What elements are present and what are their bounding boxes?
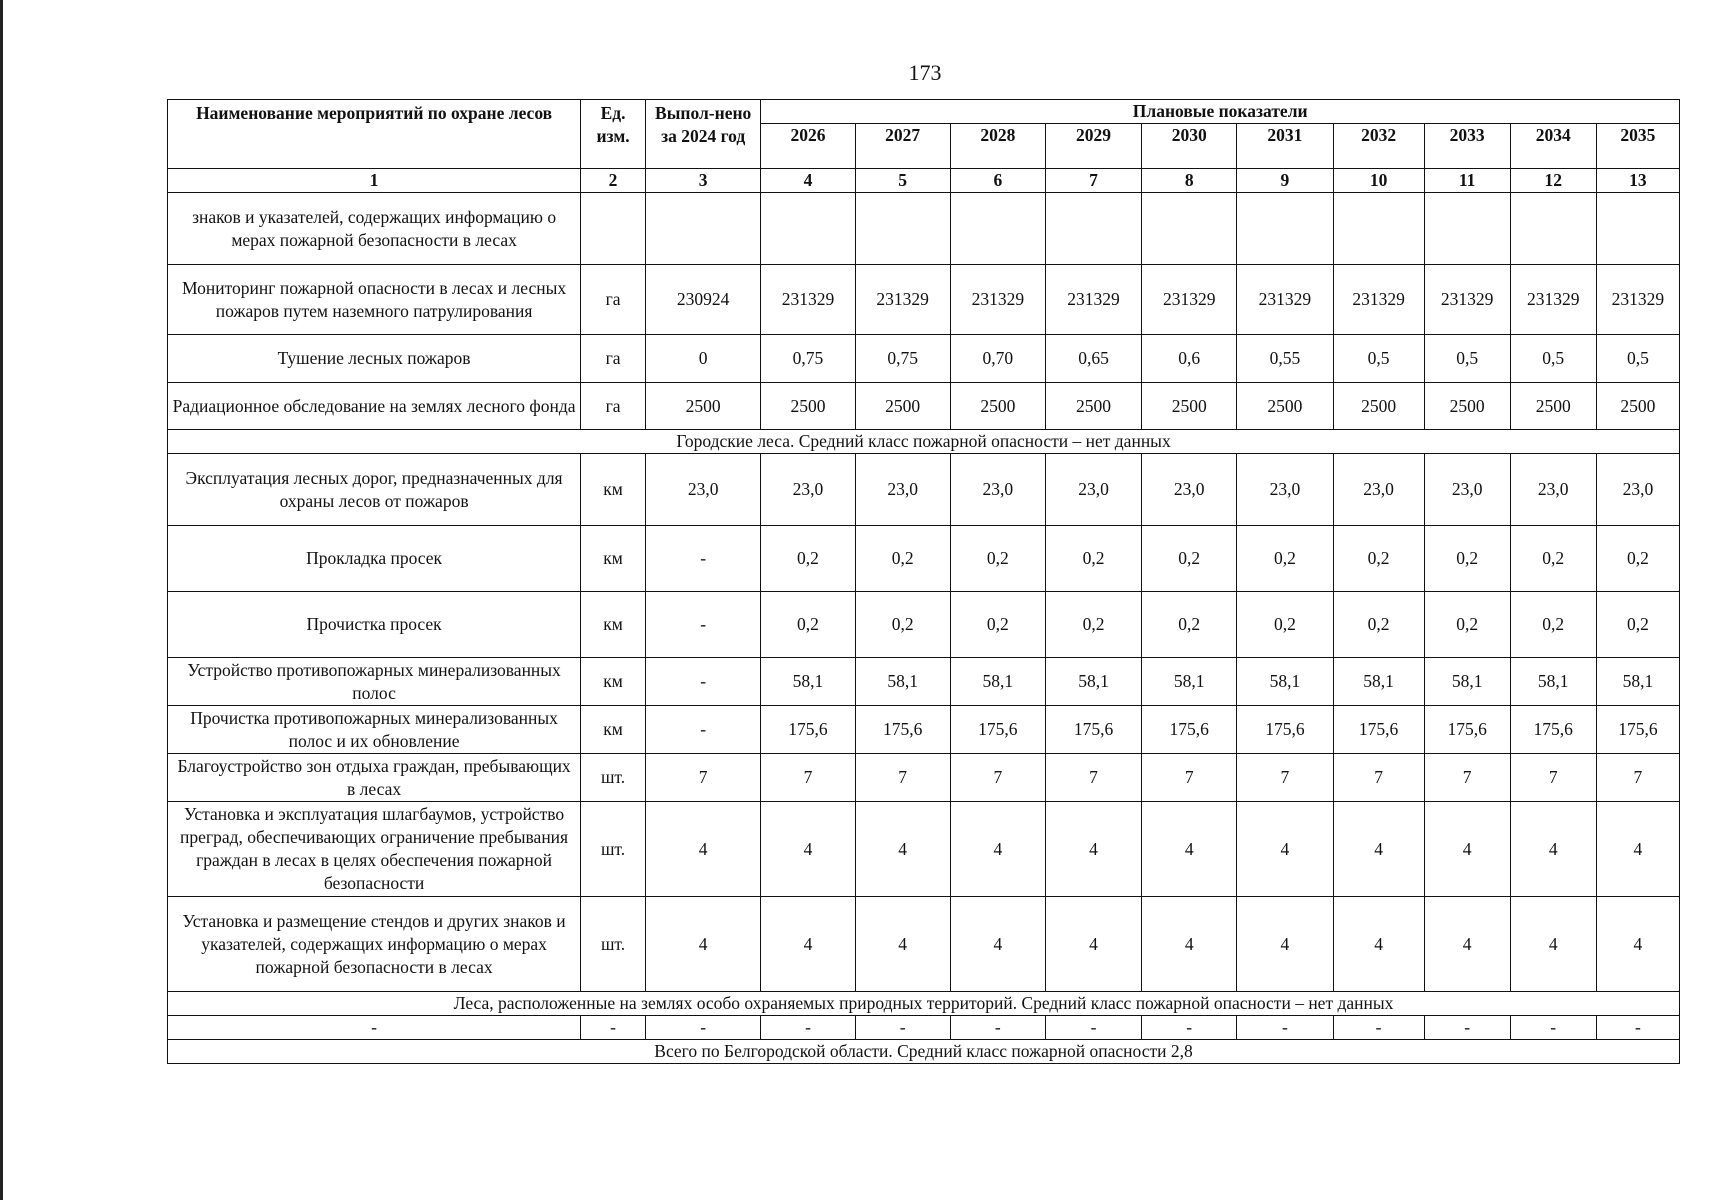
table-row bbox=[168, 754, 1680, 802]
year-value-cell: 23,0 bbox=[1333, 454, 1424, 526]
activity-name: Устройство противопожарных минерализованных полос bbox=[168, 658, 581, 706]
year-value-cell: 7 bbox=[1142, 754, 1237, 802]
year-value-cell: 0,75 bbox=[761, 335, 855, 383]
year-value-cell bbox=[1333, 193, 1424, 265]
unit-cell: км bbox=[581, 658, 646, 706]
unit-cell: га bbox=[581, 383, 646, 430]
year-value-cell: 58,1 bbox=[950, 658, 1045, 706]
year-value-cell: 4 bbox=[761, 802, 855, 897]
unit-cell: - bbox=[581, 1016, 646, 1040]
year-value-cell: 23,0 bbox=[1424, 454, 1510, 526]
section-title: Городские леса. Средний класс пожарной опасности – нет данных bbox=[168, 430, 1680, 454]
year-value-cell: 23,0 bbox=[950, 454, 1045, 526]
year-value-cell: 4 bbox=[1510, 802, 1596, 897]
header-activity-name: Наименование мероприятий по охране лесов bbox=[168, 100, 581, 169]
done-2024-cell: - bbox=[645, 526, 760, 592]
year-value-cell: 0,2 bbox=[1237, 526, 1333, 592]
year-value-cell: 23,0 bbox=[855, 454, 950, 526]
column-number: 4 bbox=[761, 169, 855, 193]
year-value-cell: 2500 bbox=[1045, 383, 1141, 430]
year-value-cell: 0,2 bbox=[1142, 592, 1237, 658]
year-value-cell: 0,2 bbox=[1424, 592, 1510, 658]
unit-cell: шт. bbox=[581, 897, 646, 992]
year-value-cell: 0,2 bbox=[1510, 526, 1596, 592]
done-2024-cell: 7 bbox=[645, 754, 760, 802]
activity-name: Мониторинг пожарной опасности в лесах и лесных пожаров путем наземного патрулирования bbox=[168, 265, 581, 335]
done-2024-cell: 4 bbox=[645, 897, 760, 992]
activity-name: Тушение лесных пожаров bbox=[168, 335, 581, 383]
year-value-cell: 0,2 bbox=[761, 526, 855, 592]
year-value-cell: 0,5 bbox=[1424, 335, 1510, 383]
column-number: 8 bbox=[1142, 169, 1237, 193]
year-value-cell: 0,2 bbox=[950, 526, 1045, 592]
header-year: 2034 bbox=[1510, 124, 1596, 169]
year-value-cell: 7 bbox=[761, 754, 855, 802]
year-value-cell: 4 bbox=[1237, 897, 1333, 992]
table-row bbox=[168, 526, 1680, 592]
section-row bbox=[168, 992, 1680, 1016]
table-row bbox=[168, 1016, 1680, 1040]
year-value-cell: 0,5 bbox=[1333, 335, 1424, 383]
year-value-cell: 0,2 bbox=[855, 592, 950, 658]
year-value-cell bbox=[761, 193, 855, 265]
year-value-cell: 2500 bbox=[950, 383, 1045, 430]
header-year: 2030 bbox=[1142, 124, 1237, 169]
section-title: Всего по Белгородской области. Средний класс пожарной опасности 2,8 bbox=[168, 1040, 1680, 1064]
year-value-cell: 0,5 bbox=[1510, 335, 1596, 383]
year-value-cell: 58,1 bbox=[1142, 658, 1237, 706]
year-value-cell: 231329 bbox=[1510, 265, 1596, 335]
activity-name: Радиационное обследование на землях лесного фонда bbox=[168, 383, 581, 430]
year-value-cell: 23,0 bbox=[1237, 454, 1333, 526]
year-value-cell: 0,5 bbox=[1596, 335, 1679, 383]
done-2024-cell: - bbox=[645, 706, 760, 754]
unit-cell: км bbox=[581, 526, 646, 592]
year-value-cell: 4 bbox=[1237, 802, 1333, 897]
year-value-cell: 4 bbox=[950, 802, 1045, 897]
year-value-cell bbox=[1237, 193, 1333, 265]
header-planned-indicators: Плановые показатели bbox=[761, 100, 1680, 124]
year-value-cell: - bbox=[1333, 1016, 1424, 1040]
year-value-cell: - bbox=[1237, 1016, 1333, 1040]
activity-name: Эксплуатация лесных дорог, предназначенных для охраны лесов от пожаров bbox=[168, 454, 581, 526]
year-value-cell: - bbox=[1596, 1016, 1679, 1040]
year-value-cell: 4 bbox=[761, 897, 855, 992]
activity-name: Прочистка просек bbox=[168, 592, 581, 658]
done-2024-cell: 4 bbox=[645, 802, 760, 897]
year-value-cell: 4 bbox=[1142, 897, 1237, 992]
year-value-cell: 4 bbox=[1333, 897, 1424, 992]
done-2024-cell: - bbox=[645, 592, 760, 658]
year-value-cell: 2500 bbox=[1333, 383, 1424, 430]
year-value-cell: 4 bbox=[1045, 802, 1141, 897]
year-value-cell: 2500 bbox=[1510, 383, 1596, 430]
year-value-cell: 0,75 bbox=[855, 335, 950, 383]
year-value-cell bbox=[1510, 193, 1596, 265]
year-value-cell bbox=[1045, 193, 1141, 265]
year-value-cell: 231329 bbox=[1596, 265, 1679, 335]
year-value-cell: 7 bbox=[1510, 754, 1596, 802]
done-2024-cell: 0 bbox=[645, 335, 760, 383]
header-done-2024: Выпол-нено за 2024 год bbox=[645, 100, 760, 169]
year-value-cell: 7 bbox=[855, 754, 950, 802]
year-value-cell: 7 bbox=[1596, 754, 1679, 802]
table-row bbox=[168, 897, 1680, 992]
year-value-cell: 231329 bbox=[855, 265, 950, 335]
year-value-cell: - bbox=[1045, 1016, 1141, 1040]
table-row bbox=[168, 335, 1680, 383]
year-value-cell: 58,1 bbox=[1333, 658, 1424, 706]
unit-cell: км bbox=[581, 706, 646, 754]
year-value-cell: 0,2 bbox=[855, 526, 950, 592]
year-value-cell: - bbox=[761, 1016, 855, 1040]
year-value-cell: 0,6 bbox=[1142, 335, 1237, 383]
activity-name: Прокладка просек bbox=[168, 526, 581, 592]
unit-cell: км bbox=[581, 592, 646, 658]
year-value-cell: - bbox=[1510, 1016, 1596, 1040]
unit-cell: га bbox=[581, 335, 646, 383]
year-value-cell: 231329 bbox=[1045, 265, 1141, 335]
year-value-cell: 23,0 bbox=[761, 454, 855, 526]
header-year: 2028 bbox=[950, 124, 1045, 169]
year-value-cell: 0,2 bbox=[1045, 592, 1141, 658]
year-value-cell: 7 bbox=[1045, 754, 1141, 802]
section-row bbox=[168, 430, 1680, 454]
year-value-cell: 0,2 bbox=[1424, 526, 1510, 592]
table-row bbox=[168, 706, 1680, 754]
year-value-cell: 23,0 bbox=[1142, 454, 1237, 526]
column-number: 10 bbox=[1333, 169, 1424, 193]
year-value-cell: 175,6 bbox=[1596, 706, 1679, 754]
done-2024-cell: - bbox=[645, 658, 760, 706]
table-row bbox=[168, 265, 1680, 335]
header-unit: Ед. изм. bbox=[581, 100, 646, 169]
year-value-cell: - bbox=[1142, 1016, 1237, 1040]
table-row bbox=[168, 383, 1680, 430]
done-2024-cell: 230924 bbox=[645, 265, 760, 335]
year-value-cell: 7 bbox=[950, 754, 1045, 802]
page-edge-line bbox=[0, 0, 3, 1200]
header-year: 2033 bbox=[1424, 124, 1510, 169]
year-value-cell: 0,65 bbox=[1045, 335, 1141, 383]
year-value-cell: 175,6 bbox=[1510, 706, 1596, 754]
year-value-cell: 0,2 bbox=[1142, 526, 1237, 592]
activity-name: Прочистка противопожарных минерализованных полос и их обновление bbox=[168, 706, 581, 754]
unit-cell: шт. bbox=[581, 802, 646, 897]
year-value-cell: 58,1 bbox=[1045, 658, 1141, 706]
column-number: 2 bbox=[581, 169, 646, 193]
year-value-cell: 2500 bbox=[855, 383, 950, 430]
section-row bbox=[168, 1040, 1680, 1064]
year-value-cell: 175,6 bbox=[1333, 706, 1424, 754]
table-row bbox=[168, 193, 1680, 265]
year-value-cell: 7 bbox=[1333, 754, 1424, 802]
year-value-cell bbox=[1142, 193, 1237, 265]
done-2024-cell: 2500 bbox=[645, 383, 760, 430]
year-value-cell: 0,2 bbox=[1333, 526, 1424, 592]
year-value-cell: 4 bbox=[1045, 897, 1141, 992]
year-value-cell: 0,2 bbox=[761, 592, 855, 658]
year-value-cell: 58,1 bbox=[855, 658, 950, 706]
year-value-cell bbox=[1596, 193, 1679, 265]
year-value-cell: 58,1 bbox=[1596, 658, 1679, 706]
year-value-cell: 175,6 bbox=[1237, 706, 1333, 754]
column-number: 7 bbox=[1045, 169, 1141, 193]
year-value-cell: 175,6 bbox=[855, 706, 950, 754]
year-value-cell: 231329 bbox=[1142, 265, 1237, 335]
unit-cell: шт. bbox=[581, 754, 646, 802]
fire-protection-table bbox=[167, 99, 1680, 1064]
year-value-cell: 4 bbox=[1596, 897, 1679, 992]
year-value-cell: 58,1 bbox=[1237, 658, 1333, 706]
year-value-cell bbox=[1424, 193, 1510, 265]
column-number: 13 bbox=[1596, 169, 1679, 193]
year-value-cell: - bbox=[950, 1016, 1045, 1040]
header-year: 2026 bbox=[761, 124, 855, 169]
year-value-cell: 23,0 bbox=[1596, 454, 1679, 526]
year-value-cell: 4 bbox=[1424, 802, 1510, 897]
year-value-cell: 0,2 bbox=[1333, 592, 1424, 658]
header-year: 2027 bbox=[855, 124, 950, 169]
activity-name: Установка и эксплуатация шлагбаумов, устройство преград, обеспечивающих ограничение пребывания граждан в лесах в целях обеспечения пожарной безопасности bbox=[168, 802, 581, 897]
table-row bbox=[168, 658, 1680, 706]
activity-name: - bbox=[168, 1016, 581, 1040]
column-number: 12 bbox=[1510, 169, 1596, 193]
year-value-cell: - bbox=[1424, 1016, 1510, 1040]
column-number: 11 bbox=[1424, 169, 1510, 193]
year-value-cell: 4 bbox=[1333, 802, 1424, 897]
unit-cell: га bbox=[581, 265, 646, 335]
year-value-cell: 0,2 bbox=[1237, 592, 1333, 658]
header-year: 2035 bbox=[1596, 124, 1679, 169]
table-row bbox=[168, 592, 1680, 658]
year-value-cell: 2500 bbox=[1596, 383, 1679, 430]
year-value-cell: 4 bbox=[855, 897, 950, 992]
year-value-cell: 7 bbox=[1237, 754, 1333, 802]
column-number: 3 bbox=[645, 169, 760, 193]
year-value-cell: 7 bbox=[1424, 754, 1510, 802]
year-value-cell: 175,6 bbox=[761, 706, 855, 754]
year-value-cell: 0,70 bbox=[950, 335, 1045, 383]
year-value-cell: 175,6 bbox=[1142, 706, 1237, 754]
year-value-cell: 4 bbox=[855, 802, 950, 897]
year-value-cell: 23,0 bbox=[1045, 454, 1141, 526]
year-value-cell: 23,0 bbox=[1510, 454, 1596, 526]
year-value-cell: 58,1 bbox=[1510, 658, 1596, 706]
year-value-cell: 0,2 bbox=[1596, 526, 1679, 592]
unit-cell: км bbox=[581, 454, 646, 526]
year-value-cell: 231329 bbox=[761, 265, 855, 335]
column-number: 9 bbox=[1237, 169, 1333, 193]
table-row bbox=[168, 454, 1680, 526]
year-value-cell: 175,6 bbox=[950, 706, 1045, 754]
section-title: Леса, расположенные на землях особо охраняемых природных территорий. Средний класс пожарной опасности – нет данных bbox=[168, 992, 1680, 1016]
year-value-cell: 2500 bbox=[1424, 383, 1510, 430]
year-value-cell: 4 bbox=[1596, 802, 1679, 897]
year-value-cell: 4 bbox=[1142, 802, 1237, 897]
year-value-cell bbox=[855, 193, 950, 265]
year-value-cell: 231329 bbox=[1424, 265, 1510, 335]
done-2024-cell: - bbox=[645, 1016, 760, 1040]
activity-name: Благоустройство зон отдыха граждан, пребывающих в лесах bbox=[168, 754, 581, 802]
year-value-cell: 4 bbox=[950, 897, 1045, 992]
year-value-cell: 4 bbox=[1424, 897, 1510, 992]
column-number: 5 bbox=[855, 169, 950, 193]
column-number: 6 bbox=[950, 169, 1045, 193]
year-value-cell: 58,1 bbox=[1424, 658, 1510, 706]
year-value-cell: 0,2 bbox=[1510, 592, 1596, 658]
year-value-cell: 231329 bbox=[1237, 265, 1333, 335]
unit-cell bbox=[581, 193, 646, 265]
year-value-cell: 58,1 bbox=[761, 658, 855, 706]
done-2024-cell bbox=[645, 193, 760, 265]
year-value-cell: 231329 bbox=[950, 265, 1045, 335]
activity-name: Установка и размещение стендов и других знаков и указателей, содержащих информацию о мерах пожарной безопасности в лесах bbox=[168, 897, 581, 992]
year-value-cell: 0,2 bbox=[1596, 592, 1679, 658]
year-value-cell: 231329 bbox=[1333, 265, 1424, 335]
activity-name: знаков и указателей, содержащих информацию о мерах пожарной безопасности в лесах bbox=[168, 193, 581, 265]
table-row bbox=[168, 802, 1680, 897]
year-value-cell: 2500 bbox=[1142, 383, 1237, 430]
header-year: 2029 bbox=[1045, 124, 1141, 169]
year-value-cell: 0,2 bbox=[950, 592, 1045, 658]
year-value-cell: 175,6 bbox=[1045, 706, 1141, 754]
year-value-cell: 0,2 bbox=[1045, 526, 1141, 592]
year-value-cell: - bbox=[855, 1016, 950, 1040]
year-value-cell: 0,55 bbox=[1237, 335, 1333, 383]
done-2024-cell: 23,0 bbox=[645, 454, 760, 526]
year-value-cell bbox=[950, 193, 1045, 265]
year-value-cell: 4 bbox=[1510, 897, 1596, 992]
year-value-cell: 175,6 bbox=[1424, 706, 1510, 754]
year-value-cell: 2500 bbox=[1237, 383, 1333, 430]
header-year: 2032 bbox=[1333, 124, 1424, 169]
header-year: 2031 bbox=[1237, 124, 1333, 169]
page-number: 173 bbox=[908, 60, 942, 85]
year-value-cell: 2500 bbox=[761, 383, 855, 430]
column-number: 1 bbox=[168, 169, 581, 193]
